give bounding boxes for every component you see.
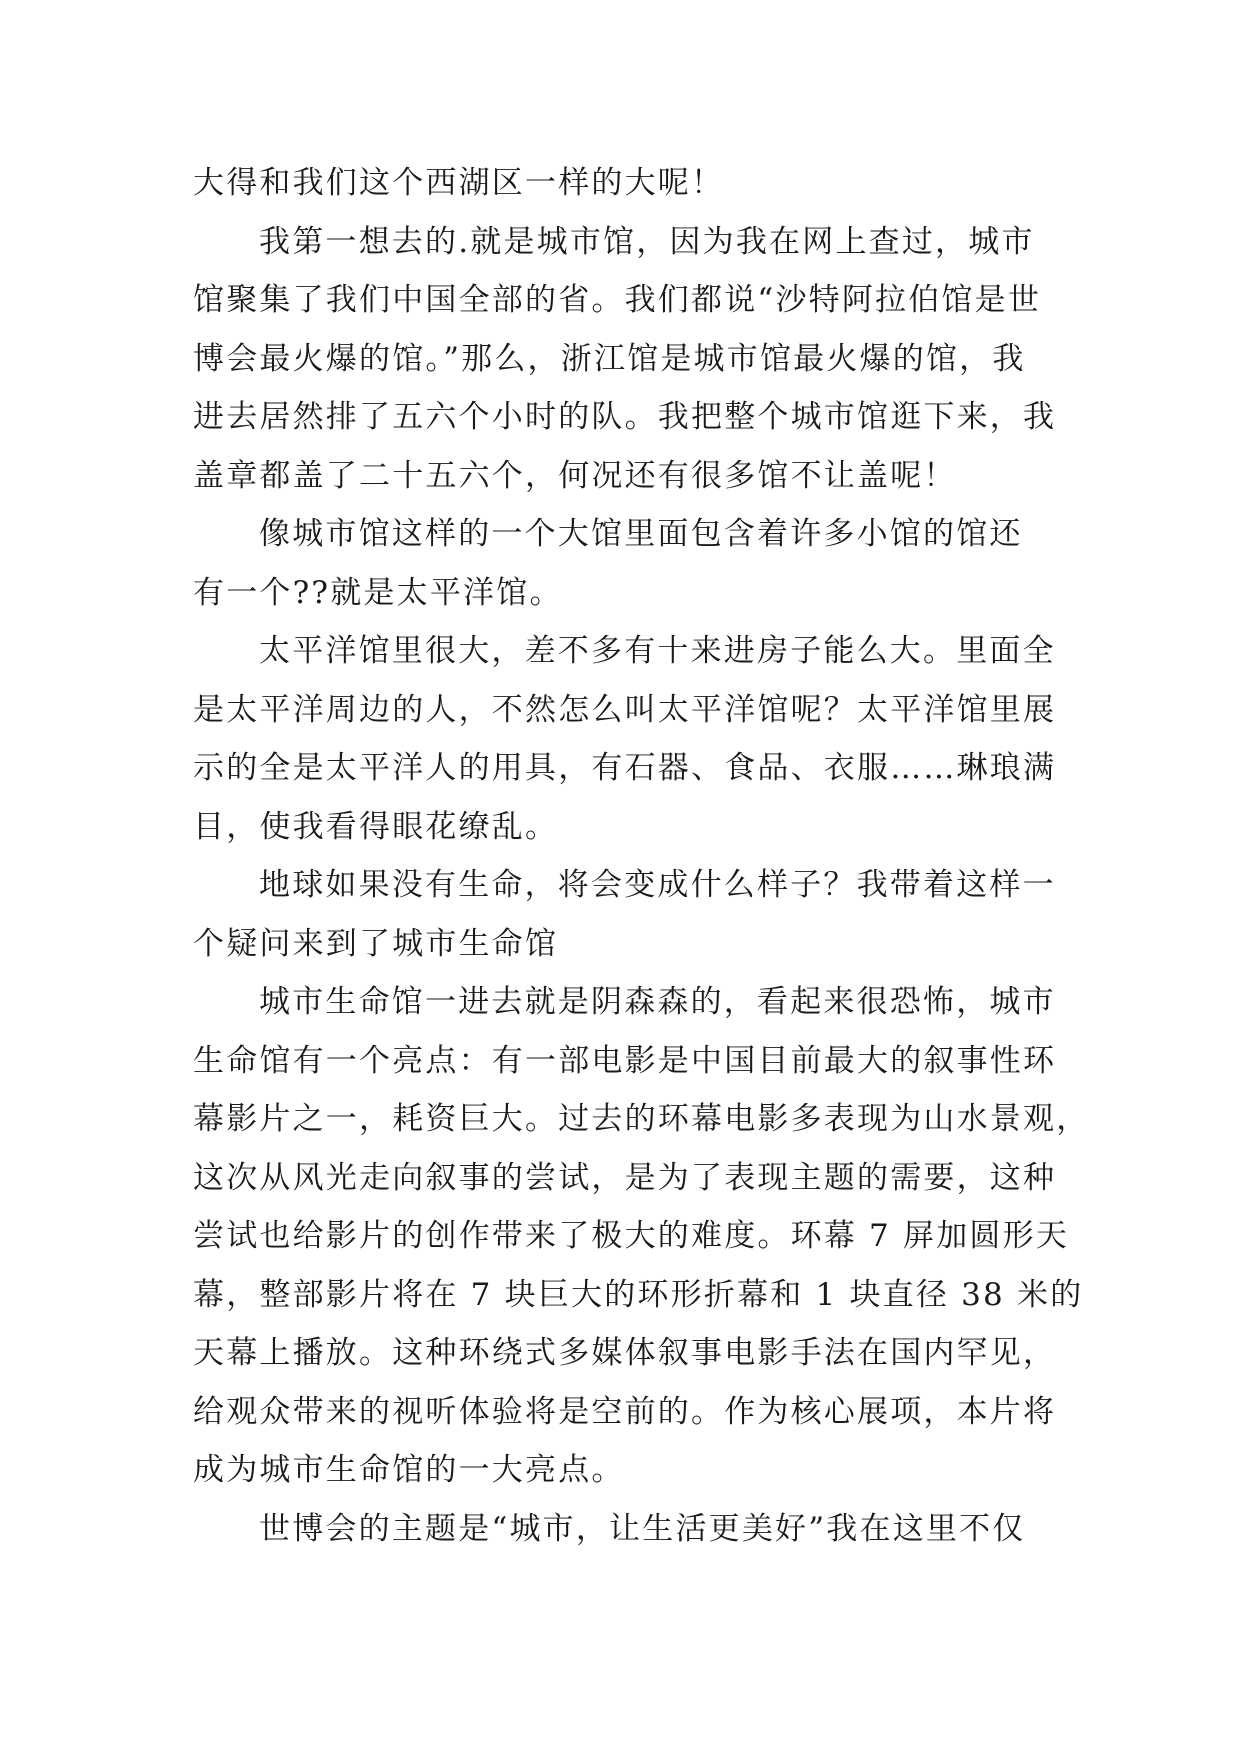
text-line: 盖章都盖了二十五六个，何况还有很多馆不让盖呢！: [193, 457, 957, 494]
text-line: 有一个??就是太平洋馆。: [193, 574, 563, 611]
text-line: 目，使我看得眼花缭乱。: [193, 808, 559, 845]
text-line: 城市生命馆一进去就是阴森森的，看起来很恐怖，城市: [259, 984, 1056, 1020]
text-line: 天幕上播放。这种环绕式多媒体叙事电影手法在国内罕见，: [193, 1335, 1057, 1371]
text-line: 这次从风光走向叙事的尝试，是为了表现主题的需要，这种: [193, 1159, 1057, 1196]
text-line: 示的全是太平洋人的用具，有石器、食品、衣服……琳琅满: [193, 750, 1057, 786]
text-line: 像城市馆这样的一个大馆里面包含着许多小馆的馆还: [259, 516, 1023, 552]
text-line: 个疑问来到了城市生命馆: [193, 925, 559, 962]
text-line: 地球如果没有生命，将会变成什么样子？我带着这样一: [259, 867, 1056, 903]
text-line: 是太平洋周边的人，不然怎么叫太平洋馆呢？太平洋馆里展: [193, 691, 1057, 728]
text-line: 太平洋馆里很大，差不多有十来进房子能么大。里面全: [259, 633, 1056, 669]
text-line: 进去居然排了五六个小时的队。我把整个城市馆逛下来，我: [193, 399, 1057, 435]
text-line: 我第一想去的.就是城市馆，因为我在网上查过，城市: [259, 223, 1035, 260]
paragraph-6: [193, 973, 1090, 1500]
paragraph-3: [193, 505, 1053, 622]
text-line: 尝试也给影片的创作带来了极大的难度。环幕 7 屏加圆形天: [193, 1218, 1070, 1254]
document-body: [193, 154, 1090, 1558]
paragraph-7: [193, 1500, 1053, 1559]
text-line: 成为城市生命馆的一大亮点。: [193, 1452, 625, 1488]
text-line: 给观众带来的视听体验将是空前的。作为核心展项，本片将: [193, 1393, 1057, 1430]
paragraph-4: [193, 622, 1057, 856]
paragraph-1: [193, 154, 1053, 213]
text-line: 馆聚集了我们中国全部的省。我们都说“沙特阿拉伯馆是世: [193, 282, 1042, 318]
paragraph-2: [193, 213, 1057, 506]
paragraph-5: [193, 856, 1056, 973]
text-line: 博会最火爆的馆。”那么，浙江馆是城市馆最火爆的馆，我: [193, 340, 1026, 377]
text-line: 幕，整部影片将在 7 块巨大的环形折幕和 1 块直径 38 米的: [193, 1276, 1084, 1313]
text-line: 幕影片之一，耗资巨大。过去的环幕电影多表现为山水景观，: [193, 1101, 1090, 1137]
text-line: 世博会的主题是“城市，让生活更美好”我在这里不仅: [259, 1510, 1026, 1547]
text-line: 生命馆有一个亮点：有一部电影是中国目前最大的叙事性环: [193, 1042, 1057, 1079]
text-line: 大得和我们这个西湖区一样的大呢！: [193, 165, 725, 201]
